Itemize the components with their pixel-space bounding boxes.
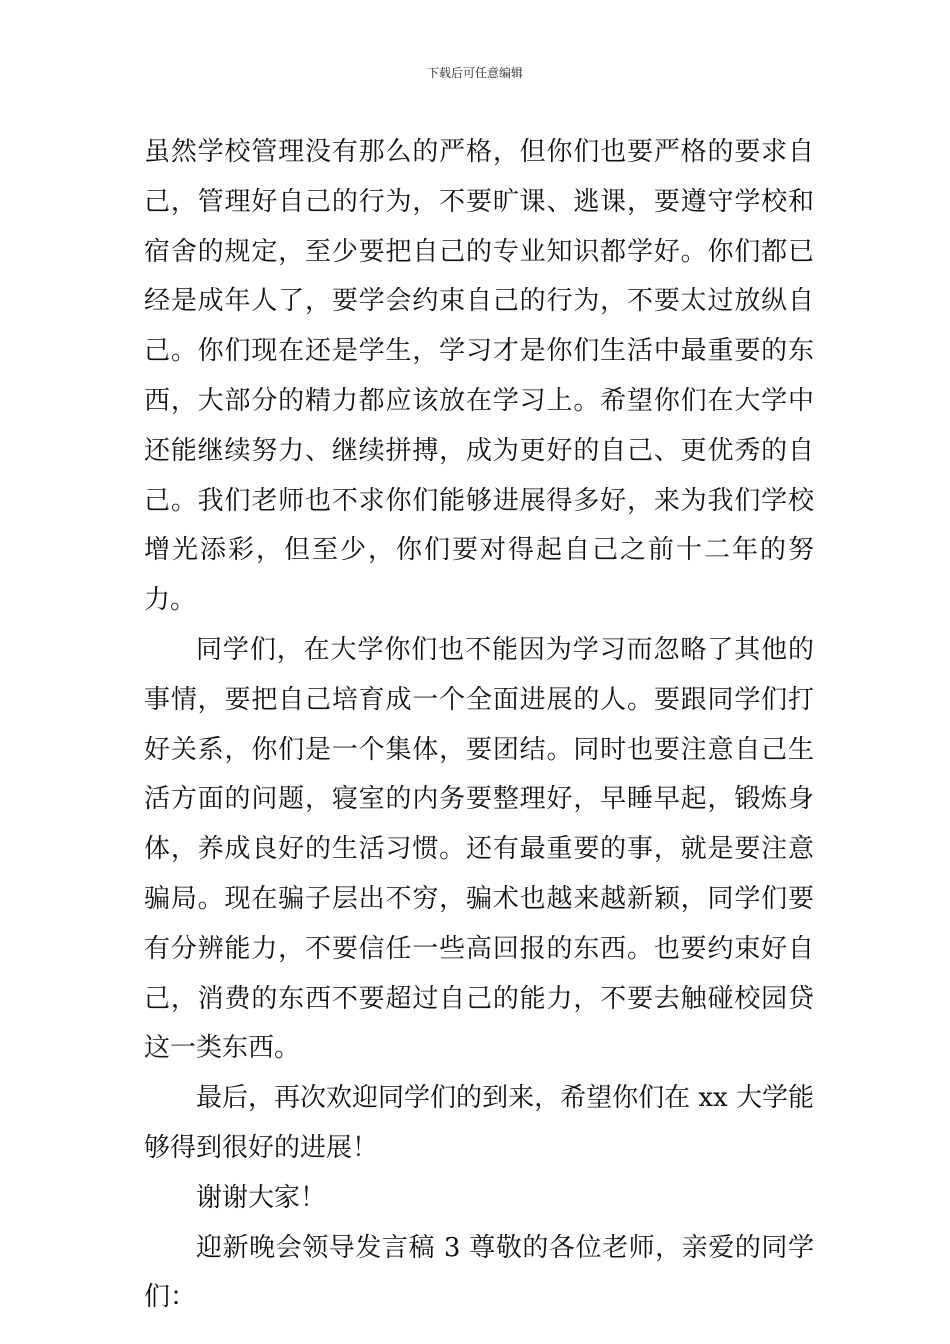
paragraph-all-round-development: 同学们，在大学你们也不能因为学习而忽略了其他的事情，要把自己培育成一个全面进展的人。要跟同学们打好关系，你们是一个集体，要团结。同时也要注意自己生活方面的问题，寝室的内务要整理好，早睡早起，锻炼身体，养成良好的生活习惯。还有最重要的事，就是要注意骗局。现在骗子层出不穷，骗术也越来越新颖，同学们要有分辨能力，不要信任一些高回报的东西。也要约束好自己，消费的东西不要超过自己的能力，不要去触碰校园贷这一类东西。 — [144, 634, 814, 1064]
document-body — [144, 128, 814, 1323]
paragraph-study-discipline: 虽然学校管理没有那么的严格，但你们也要严格的要求自己，管理好自己的行为，不要旷课、逃课，要遵守学校和宿舍的规定，至少要把自己的专业知识都学好。你们都已经是成年人了，要学会约束自己的行为，不要太过放纵自己。你们现在还是学生，学习才是你们生活中最重要的东西，大部分的精力都应该放在学习上。希望你们在大学中还能继续努力、继续拼搏，成为更好的自己、更优秀的自己。我们老师也不求你们能够进展得多好，来为我们学校增光添彩，但至少，你们要对得起自己之前十二年的努力。 — [144, 137, 814, 616]
paragraph-thanks: 谢谢大家！ — [196, 1182, 327, 1213]
page-header: 下载后可任意编辑 — [426, 66, 523, 80]
paragraph-closing-welcome: 最后，再次欢迎同学们的到来，希望你们在 xx 大学能够得到很好的进展！ — [144, 1083, 814, 1163]
paragraph-next-speech-opening: 迎新晚会领导发言稿 3 尊敬的各位老师，亲爱的同学们： — [144, 1232, 814, 1313]
